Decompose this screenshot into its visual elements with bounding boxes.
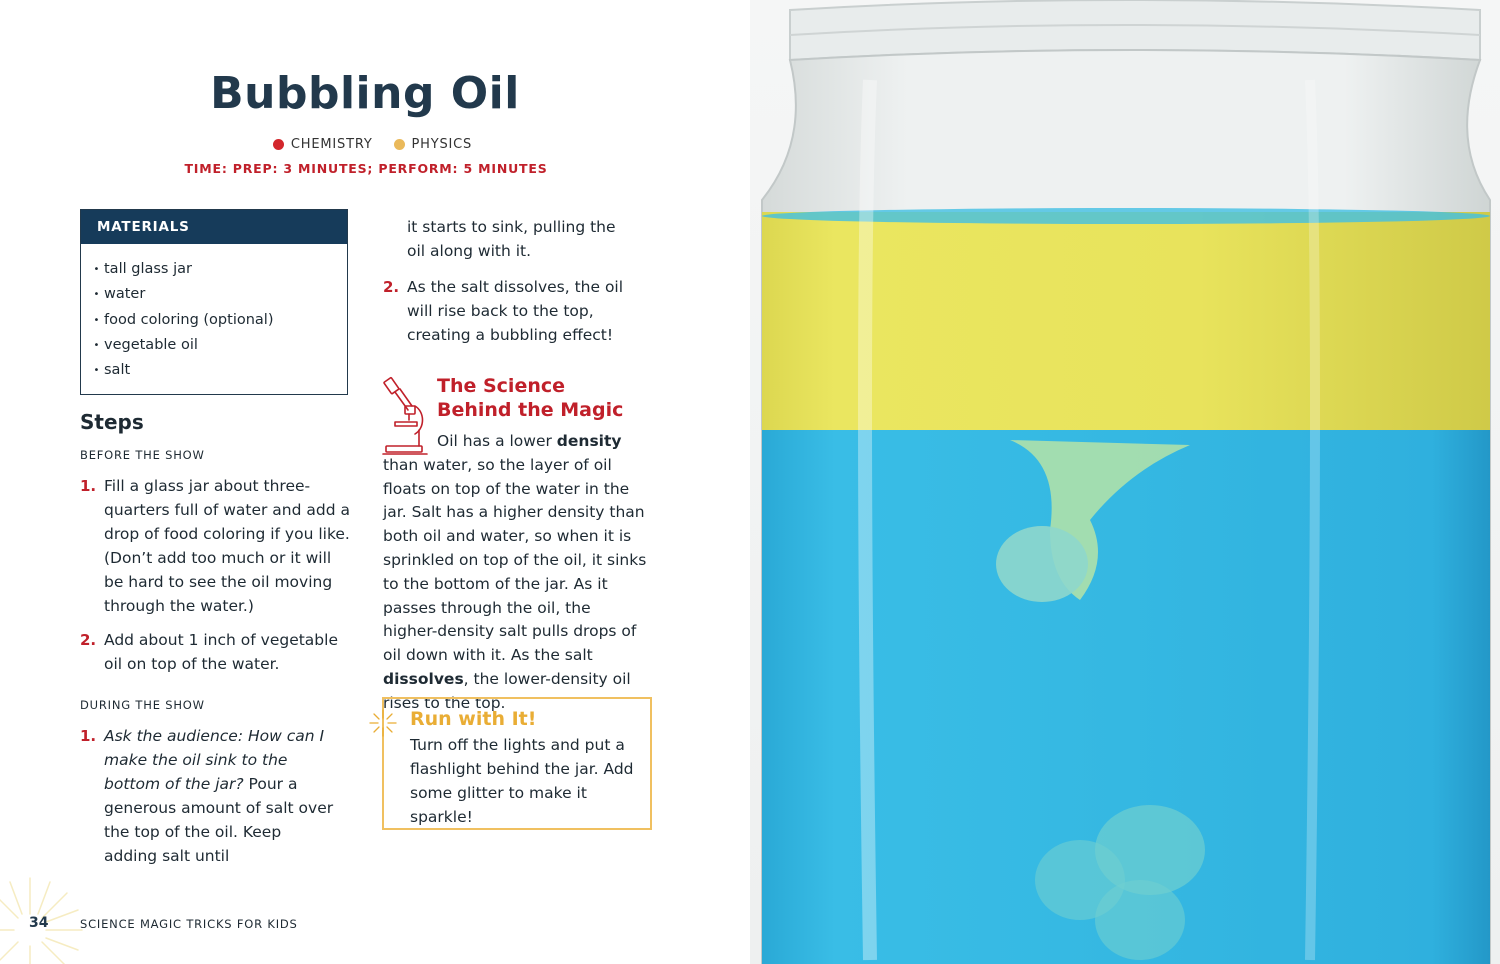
chemistry-dot-icon bbox=[273, 139, 284, 150]
bullet-icon: • bbox=[93, 289, 100, 301]
before-show-heading: BEFORE THE SHOW bbox=[80, 448, 205, 462]
science-heading: The Science Behind the Magic bbox=[437, 375, 624, 421]
materials-box bbox=[80, 209, 348, 395]
subject-tags bbox=[0, 137, 745, 154]
list-item: • food coloring (optional) bbox=[89, 308, 347, 333]
tag-chemistry: CHEMISTRY bbox=[273, 137, 373, 152]
before-step-2: 2. Add about 1 inch of vegetable oil on top of the water. bbox=[80, 631, 338, 673]
materials-list bbox=[81, 244, 347, 383]
run-with-it-heading: Run with It! bbox=[410, 708, 537, 730]
bullet-icon: • bbox=[93, 314, 100, 326]
list-item: • salt bbox=[89, 358, 347, 383]
jar-photo bbox=[750, 0, 1500, 964]
during-show-heading: DURING THE SHOW bbox=[80, 698, 205, 712]
materials-heading: MATERIALS bbox=[81, 210, 347, 244]
oil-water-jar-illustration bbox=[750, 0, 1500, 964]
tag-physics: PHYSICS bbox=[394, 137, 473, 152]
book-title-footer: SCIENCE MAGIC TRICKS FOR KIDS bbox=[80, 917, 298, 931]
list-item: • vegetable oil bbox=[89, 333, 347, 358]
bullet-icon: • bbox=[93, 339, 100, 351]
steps-heading: Steps bbox=[80, 410, 144, 434]
run-with-it-body: Turn off the lights and put a flashlight behind the jar. Add some glitter to make it sparkle! bbox=[410, 736, 634, 826]
bullet-icon: • bbox=[93, 264, 100, 275]
list-item: • water bbox=[89, 282, 347, 307]
page-number: 34 bbox=[29, 915, 49, 931]
page-title: Bubbling Oil bbox=[210, 68, 520, 119]
science-body: Oil has a lower density than water, so the layer of oil floats on top of the water in the jar. Salt has a higher density than both oil and water, so when it is sprinkled on top of the oil, it sinks to the bottom of the jar. As it passes through the oil, the higher-density salt pulls drops of oil down with it. As the salt dissolves, the lower-density oil rises to the top. bbox=[383, 432, 647, 712]
physics-dot-icon bbox=[394, 139, 405, 150]
list-item: • tall glass jar bbox=[89, 257, 347, 282]
during-step-1: 1. Ask the audience: How can I make the oil sink to the bottom of the jar? Pour a generous amount of salt over the top of the oil. Keep adding salt until bbox=[80, 727, 334, 865]
bullet-icon: • bbox=[93, 365, 100, 377]
sparkle-icon bbox=[368, 708, 398, 738]
before-step-1: 1. Fill a glass jar about three-quarters full of water and add a drop of food coloring if you like. (Don’t add too much or it will be hard to see the oil moving through the water.) bbox=[80, 477, 350, 615]
during-step-2: 2. As the salt dissolves, the oil will rise back to the top, creating a bubbling effect! bbox=[383, 278, 624, 344]
during-step-1-continued: it starts to sink, pulling the oil along with it. bbox=[407, 218, 616, 260]
time-info: TIME: PREP: 3 MINUTES; PERFORM: 5 MINUTES bbox=[184, 161, 548, 176]
